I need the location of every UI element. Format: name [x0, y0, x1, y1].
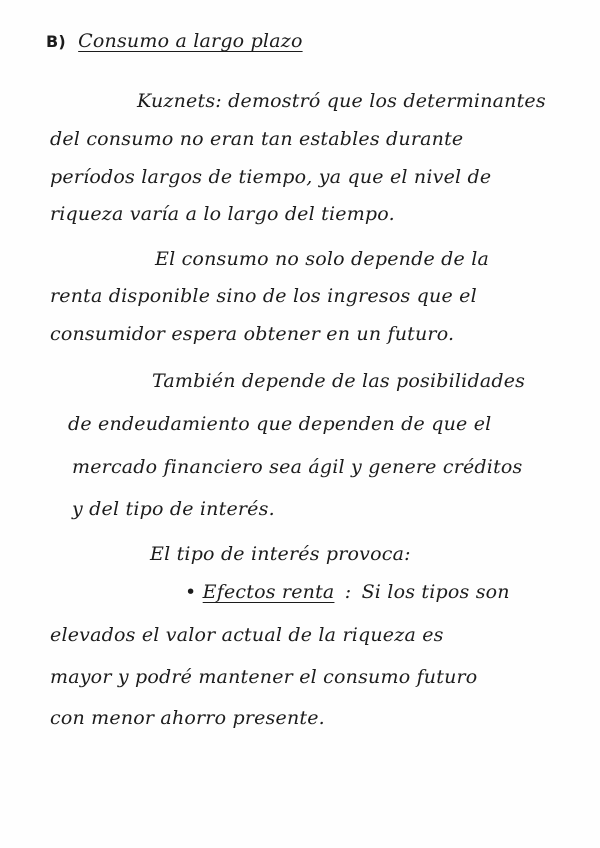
paragraph-3-line-3: mercado financiero sea ágil y genere créditos — [72, 456, 523, 478]
paragraph-3-line-4: y del tipo de interés. — [72, 498, 275, 520]
section-title: Consumo a largo plazo — [78, 30, 303, 52]
paragraph-1-line-3: períodos largos de tiempo, ya que el nivel de — [50, 166, 492, 188]
paragraph-4-line-2: mayor y podré mantener el consumo futuro — [50, 666, 478, 688]
section-marker: B) — [46, 32, 66, 51]
paragraph-1-line-2: del consumo no eran tan estables durante — [50, 128, 464, 150]
paragraph-1-line-4: riqueza varía a lo largo del tiempo. — [50, 203, 395, 225]
bullet-label: Efectos renta — [202, 581, 335, 603]
paragraph-3-line-1: También depende de las posibilidades — [152, 370, 526, 392]
paragraph-4-line-3: con menor ahorro presente. — [50, 707, 325, 729]
paragraph-2-line-1: El consumo no solo depende de la — [155, 248, 489, 270]
paragraph-2-line-2: renta disponible sino de los ingresos que el — [50, 285, 477, 307]
bullet-line — [185, 583, 510, 602]
paragraph-3-line-2: de endeudamiento que dependen de que el — [68, 413, 492, 435]
section-heading — [46, 32, 303, 51]
paragraph-4-intro: El tipo de interés provoca: — [150, 543, 411, 565]
paragraph-1-line-1: Kuznets: demostró que los determinantes — [137, 90, 546, 112]
paragraph-4-line-1: elevados el valor actual de la riqueza es — [50, 624, 444, 646]
bullet-dot: • — [185, 581, 197, 603]
bullet-separator: : — [344, 581, 352, 603]
paragraph-2-line-3: consumidor espera obtener en un futuro. — [50, 323, 455, 345]
bullet-text: Si los tipos son — [361, 581, 510, 603]
